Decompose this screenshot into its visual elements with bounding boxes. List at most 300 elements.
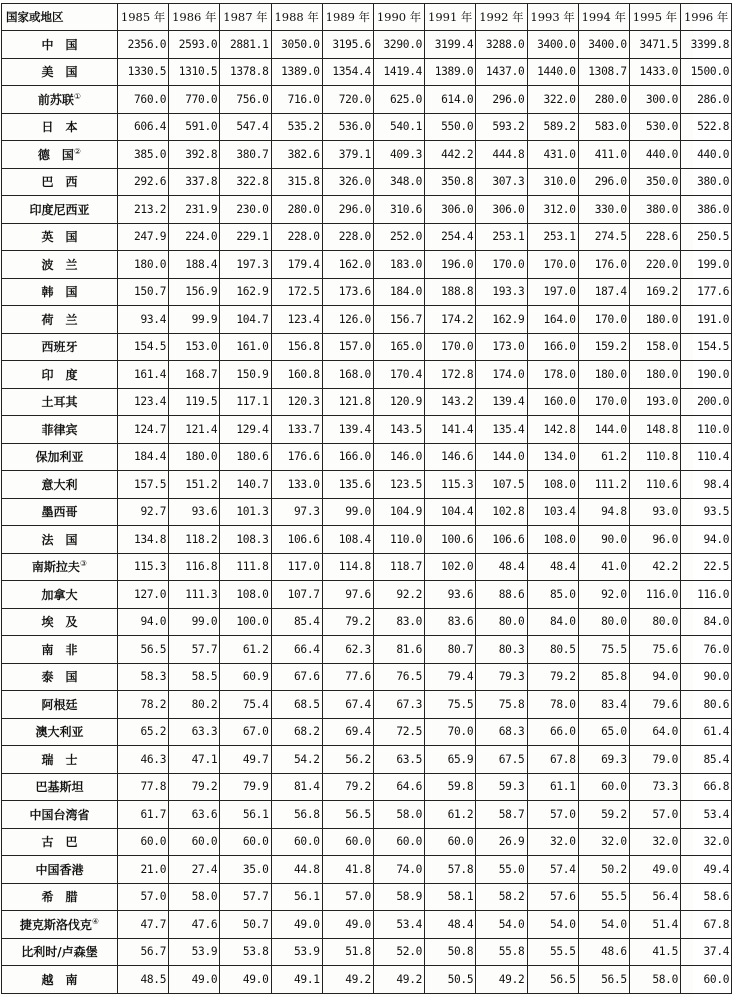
- production-table: [1, 3, 732, 994]
- value-cell: 56.8: [271, 801, 322, 829]
- value-cell: 79.4: [425, 663, 476, 691]
- value-cell: 146.6: [425, 443, 476, 471]
- value-cell: 547.4: [220, 113, 271, 141]
- value-cell: 27.4: [169, 856, 220, 884]
- value-cell: 80.2: [169, 691, 220, 719]
- value-cell: 92.2: [373, 581, 424, 609]
- table-row: [2, 498, 732, 526]
- value-cell: 81.4: [271, 773, 322, 801]
- country-name: 美 国: [41, 65, 78, 80]
- value-cell: 77.6: [322, 663, 373, 691]
- value-cell: 196.0: [425, 251, 476, 279]
- value-cell: 49.1: [271, 966, 322, 994]
- value-cell: 322.0: [527, 86, 578, 114]
- value-cell: 170.0: [476, 251, 527, 279]
- value-cell: 123.4: [118, 388, 169, 416]
- value-cell: 440.0: [681, 141, 732, 169]
- value-cell: 110.0: [681, 416, 732, 444]
- value-cell: 254.4: [425, 223, 476, 251]
- value-cell: 118.2: [169, 526, 220, 554]
- value-cell: 56.2: [322, 746, 373, 774]
- value-cell: 60.0: [271, 828, 322, 856]
- value-cell: 55.0: [476, 856, 527, 884]
- value-cell: 57.6: [527, 883, 578, 911]
- value-cell: 431.0: [527, 141, 578, 169]
- value-cell: 180.0: [578, 361, 629, 389]
- value-cell: 94.8: [578, 498, 629, 526]
- value-cell: 115.3: [425, 471, 476, 499]
- value-cell: 107.7: [271, 581, 322, 609]
- value-cell: 296.0: [578, 168, 629, 196]
- table-row: [2, 86, 732, 114]
- value-cell: 1437.0: [476, 58, 527, 86]
- value-cell: 224.0: [169, 223, 220, 251]
- value-cell: 55.5: [527, 938, 578, 966]
- value-cell: 99.9: [169, 306, 220, 334]
- table-row: [2, 306, 732, 334]
- value-cell: 79.2: [322, 773, 373, 801]
- value-cell: 188.4: [169, 251, 220, 279]
- value-cell: 44.8: [271, 856, 322, 884]
- table-row: [2, 251, 732, 279]
- table-row: [2, 828, 732, 856]
- value-cell: 1354.4: [322, 58, 373, 86]
- value-cell: 79.3: [476, 663, 527, 691]
- value-cell: 172.5: [271, 278, 322, 306]
- country-name: 意大利: [41, 477, 78, 492]
- value-cell: 63.3: [169, 718, 220, 746]
- value-cell: 56.5: [118, 636, 169, 664]
- value-cell: 1308.7: [578, 58, 629, 86]
- value-cell: 104.7: [220, 306, 271, 334]
- value-cell: 93.6: [169, 498, 220, 526]
- value-cell: 156.9: [169, 278, 220, 306]
- value-cell: 63.5: [373, 746, 424, 774]
- country-name-cell: [2, 746, 118, 774]
- table-row: [2, 856, 732, 884]
- value-cell: 116.0: [681, 581, 732, 609]
- value-cell: 76.0: [681, 636, 732, 664]
- value-cell: 190.0: [681, 361, 732, 389]
- value-cell: 176.6: [271, 443, 322, 471]
- value-cell: 135.6: [322, 471, 373, 499]
- value-cell: 1378.8: [220, 58, 271, 86]
- value-cell: 1389.0: [425, 58, 476, 86]
- value-cell: 80.3: [476, 636, 527, 664]
- value-cell: 117.1: [220, 388, 271, 416]
- value-cell: 168.0: [322, 361, 373, 389]
- value-cell: 100.0: [220, 608, 271, 636]
- value-cell: 540.1: [373, 113, 424, 141]
- value-cell: 48.6: [578, 938, 629, 966]
- value-cell: 157.5: [118, 471, 169, 499]
- value-cell: 111.2: [578, 471, 629, 499]
- value-cell: 80.0: [476, 608, 527, 636]
- table-row: [2, 196, 732, 224]
- value-cell: 148.8: [629, 416, 680, 444]
- country-name-cell: [2, 498, 118, 526]
- value-cell: 530.0: [629, 113, 680, 141]
- value-cell: 108.4: [322, 526, 373, 554]
- value-cell: 166.0: [527, 333, 578, 361]
- value-cell: 150.7: [118, 278, 169, 306]
- value-cell: 90.0: [578, 526, 629, 554]
- table-row: [2, 333, 732, 361]
- value-cell: 108.3: [220, 526, 271, 554]
- table-header-row: [2, 4, 732, 31]
- table-row: [2, 31, 732, 59]
- value-cell: 79.2: [527, 663, 578, 691]
- value-cell: 75.4: [220, 691, 271, 719]
- value-cell: 66.8: [681, 773, 732, 801]
- country-name-cell: [2, 141, 118, 169]
- value-cell: 49.0: [271, 911, 322, 939]
- value-cell: 173.0: [476, 333, 527, 361]
- country-name-cell: [2, 636, 118, 664]
- value-cell: 119.5: [169, 388, 220, 416]
- value-cell: 3400.0: [578, 31, 629, 59]
- value-cell: 50.5: [425, 966, 476, 994]
- value-cell: 69.4: [322, 718, 373, 746]
- country-name: 南 非: [41, 642, 78, 657]
- value-cell: 58.6: [681, 883, 732, 911]
- country-name: 西班牙: [41, 340, 78, 355]
- value-cell: 229.1: [220, 223, 271, 251]
- value-cell: 159.2: [578, 333, 629, 361]
- table-row: [2, 966, 732, 994]
- value-cell: 174.2: [425, 306, 476, 334]
- value-cell: 1419.4: [373, 58, 424, 86]
- country-name: 土耳其: [41, 395, 78, 410]
- value-cell: 589.2: [527, 113, 578, 141]
- value-cell: 57.0: [527, 801, 578, 829]
- country-name: 中 国: [41, 37, 78, 52]
- value-cell: 274.5: [578, 223, 629, 251]
- country-name-cell: [2, 773, 118, 801]
- value-cell: 84.0: [527, 608, 578, 636]
- table-row: [2, 471, 732, 499]
- value-cell: 64.6: [373, 773, 424, 801]
- value-cell: 380.0: [681, 168, 732, 196]
- value-cell: 180.6: [220, 443, 271, 471]
- header-year: 1987 年: [220, 4, 271, 31]
- value-cell: 168.7: [169, 361, 220, 389]
- value-cell: 100.6: [425, 526, 476, 554]
- header-year: 1994 年: [578, 4, 629, 31]
- table-row: [2, 773, 732, 801]
- value-cell: 134.8: [118, 526, 169, 554]
- value-cell: 60.0: [373, 828, 424, 856]
- header-year: 1986 年: [169, 4, 220, 31]
- value-cell: 50.8: [425, 938, 476, 966]
- value-cell: 59.8: [425, 773, 476, 801]
- country-name-cell: [2, 911, 118, 939]
- value-cell: 3288.0: [476, 31, 527, 59]
- value-cell: 54.0: [527, 911, 578, 939]
- country-name: 韩 国: [41, 285, 78, 300]
- country-name: 阿根廷: [41, 697, 78, 712]
- country-name: 保加利亚: [35, 450, 84, 465]
- value-cell: 535.2: [271, 113, 322, 141]
- country-name-cell: [2, 113, 118, 141]
- value-cell: 102.0: [425, 553, 476, 581]
- value-cell: 94.0: [118, 608, 169, 636]
- value-cell: 310.6: [373, 196, 424, 224]
- country-name: 澳大利亚: [35, 725, 84, 740]
- value-cell: 110.4: [681, 443, 732, 471]
- value-cell: 188.8: [425, 278, 476, 306]
- value-cell: 442.2: [425, 141, 476, 169]
- value-cell: 116.0: [629, 581, 680, 609]
- country-name: 泰 国: [41, 670, 78, 685]
- value-cell: 58.3: [118, 663, 169, 691]
- value-cell: 110.6: [629, 471, 680, 499]
- value-cell: 3199.4: [425, 31, 476, 59]
- value-cell: 322.8: [220, 168, 271, 196]
- value-cell: 85.0: [527, 581, 578, 609]
- value-cell: 164.0: [527, 306, 578, 334]
- footnote-mark: ①: [73, 91, 82, 101]
- value-cell: 101.3: [220, 498, 271, 526]
- value-cell: 144.0: [476, 443, 527, 471]
- value-cell: 111.3: [169, 581, 220, 609]
- value-cell: 79.2: [322, 608, 373, 636]
- value-cell: 170.0: [578, 388, 629, 416]
- value-cell: 123.5: [373, 471, 424, 499]
- value-cell: 177.6: [681, 278, 732, 306]
- value-cell: 300.0: [629, 86, 680, 114]
- value-cell: 67.4: [322, 691, 373, 719]
- value-cell: 60.0: [578, 773, 629, 801]
- value-cell: 80.5: [527, 636, 578, 664]
- table-row: [2, 223, 732, 251]
- value-cell: 720.0: [322, 86, 373, 114]
- value-cell: 56.1: [220, 801, 271, 829]
- value-cell: 121.4: [169, 416, 220, 444]
- value-cell: 64.0: [629, 718, 680, 746]
- value-cell: 32.0: [527, 828, 578, 856]
- value-cell: 1330.5: [118, 58, 169, 86]
- value-cell: 102.8: [476, 498, 527, 526]
- value-cell: 385.0: [118, 141, 169, 169]
- value-cell: 78.0: [527, 691, 578, 719]
- value-cell: 312.0: [527, 196, 578, 224]
- value-cell: 32.0: [629, 828, 680, 856]
- value-cell: 53.4: [681, 801, 732, 829]
- value-cell: 53.8: [220, 938, 271, 966]
- country-name-cell: [2, 278, 118, 306]
- value-cell: 126.0: [322, 306, 373, 334]
- value-cell: 60.0: [322, 828, 373, 856]
- value-cell: 228.0: [271, 223, 322, 251]
- header-year: 1993 年: [527, 4, 578, 31]
- value-cell: 409.3: [373, 141, 424, 169]
- value-cell: 49.2: [373, 966, 424, 994]
- value-cell: 58.2: [476, 883, 527, 911]
- value-cell: 58.5: [169, 663, 220, 691]
- value-cell: 123.4: [271, 306, 322, 334]
- value-cell: 614.0: [425, 86, 476, 114]
- value-cell: 110.8: [629, 443, 680, 471]
- country-name-cell: [2, 526, 118, 554]
- table-row: [2, 718, 732, 746]
- header-year: 1988 年: [271, 4, 322, 31]
- value-cell: 386.0: [681, 196, 732, 224]
- value-cell: 140.7: [220, 471, 271, 499]
- value-cell: 625.0: [373, 86, 424, 114]
- value-cell: 133.0: [271, 471, 322, 499]
- value-cell: 2356.0: [118, 31, 169, 59]
- value-cell: 73.3: [629, 773, 680, 801]
- value-cell: 103.4: [527, 498, 578, 526]
- country-name: 巴 西: [41, 175, 78, 190]
- value-cell: 92.7: [118, 498, 169, 526]
- table-row: [2, 526, 732, 554]
- value-cell: 94.0: [681, 526, 732, 554]
- value-cell: 93.5: [681, 498, 732, 526]
- value-cell: 193.0: [629, 388, 680, 416]
- value-cell: 1433.0: [629, 58, 680, 86]
- value-cell: 94.0: [629, 663, 680, 691]
- value-cell: 56.4: [629, 883, 680, 911]
- value-cell: 253.1: [527, 223, 578, 251]
- country-name-cell: [2, 306, 118, 334]
- value-cell: 57.4: [527, 856, 578, 884]
- value-cell: 120.3: [271, 388, 322, 416]
- value-cell: 756.0: [220, 86, 271, 114]
- value-cell: 2881.1: [220, 31, 271, 59]
- value-cell: 93.4: [118, 306, 169, 334]
- value-cell: 104.4: [425, 498, 476, 526]
- value-cell: 3399.8: [681, 31, 732, 59]
- value-cell: 79.2: [169, 773, 220, 801]
- value-cell: 66.4: [271, 636, 322, 664]
- country-name: 比利时/卢森堡: [21, 945, 98, 960]
- value-cell: 160.0: [527, 388, 578, 416]
- table-row: [2, 691, 732, 719]
- value-cell: 57.7: [169, 636, 220, 664]
- value-cell: 716.0: [271, 86, 322, 114]
- country-name-cell: [2, 553, 118, 581]
- value-cell: 83.6: [425, 608, 476, 636]
- table-row: [2, 58, 732, 86]
- country-name-cell: [2, 443, 118, 471]
- value-cell: 83.4: [578, 691, 629, 719]
- table-row: [2, 663, 732, 691]
- value-cell: 58.9: [373, 883, 424, 911]
- table-row: [2, 938, 732, 966]
- value-cell: 200.0: [681, 388, 732, 416]
- value-cell: 141.4: [425, 416, 476, 444]
- value-cell: 67.0: [220, 718, 271, 746]
- value-cell: 49.0: [629, 856, 680, 884]
- value-cell: 93.0: [629, 498, 680, 526]
- value-cell: 170.0: [527, 251, 578, 279]
- value-cell: 380.0: [629, 196, 680, 224]
- value-cell: 78.2: [118, 691, 169, 719]
- value-cell: 142.8: [527, 416, 578, 444]
- value-cell: 41.8: [322, 856, 373, 884]
- value-cell: 157.0: [322, 333, 373, 361]
- value-cell: 180.0: [169, 443, 220, 471]
- value-cell: 97.3: [271, 498, 322, 526]
- value-cell: 49.4: [681, 856, 732, 884]
- value-cell: 59.2: [578, 801, 629, 829]
- table-row: [2, 416, 732, 444]
- value-cell: 121.8: [322, 388, 373, 416]
- value-cell: 56.7: [118, 938, 169, 966]
- footnote-mark: ③: [79, 559, 88, 569]
- value-cell: 228.6: [629, 223, 680, 251]
- table-body: [2, 31, 732, 994]
- table-row: [2, 801, 732, 829]
- header-year: 1996 年: [681, 4, 732, 31]
- value-cell: 158.0: [629, 333, 680, 361]
- value-cell: 21.0: [118, 856, 169, 884]
- value-cell: 59.3: [476, 773, 527, 801]
- value-cell: 48.4: [425, 911, 476, 939]
- value-cell: 81.6: [373, 636, 424, 664]
- country-name: 巴基斯坦: [35, 780, 84, 795]
- value-cell: 172.8: [425, 361, 476, 389]
- value-cell: 139.4: [322, 416, 373, 444]
- country-name-cell: [2, 333, 118, 361]
- value-cell: 67.3: [373, 691, 424, 719]
- table-row: [2, 553, 732, 581]
- value-cell: 75.6: [629, 636, 680, 664]
- table-row: [2, 141, 732, 169]
- value-cell: 230.0: [220, 196, 271, 224]
- value-cell: 1440.0: [527, 58, 578, 86]
- value-cell: 37.4: [681, 938, 732, 966]
- value-cell: 75.5: [578, 636, 629, 664]
- value-cell: 96.0: [629, 526, 680, 554]
- table-row: [2, 608, 732, 636]
- value-cell: 22.5: [681, 553, 732, 581]
- value-cell: 57.0: [118, 883, 169, 911]
- value-cell: 252.0: [373, 223, 424, 251]
- value-cell: 41.5: [629, 938, 680, 966]
- value-cell: 35.0: [220, 856, 271, 884]
- value-cell: 49.7: [220, 746, 271, 774]
- country-name-cell: [2, 251, 118, 279]
- country-name: 荷 兰: [41, 312, 78, 327]
- value-cell: 770.0: [169, 86, 220, 114]
- value-cell: 79.9: [220, 773, 271, 801]
- value-cell: 56.5: [322, 801, 373, 829]
- value-cell: 61.2: [425, 801, 476, 829]
- country-name: 中国香港: [35, 862, 84, 877]
- value-cell: 392.8: [169, 141, 220, 169]
- header-year: 1990 年: [373, 4, 424, 31]
- value-cell: 50.2: [578, 856, 629, 884]
- value-cell: 583.0: [578, 113, 629, 141]
- country-name-cell: [2, 828, 118, 856]
- value-cell: 231.9: [169, 196, 220, 224]
- value-cell: 65.2: [118, 718, 169, 746]
- value-cell: 85.8: [578, 663, 629, 691]
- header-year: 1991 年: [425, 4, 476, 31]
- value-cell: 380.7: [220, 141, 271, 169]
- value-cell: 170.4: [373, 361, 424, 389]
- value-cell: 80.6: [681, 691, 732, 719]
- value-cell: 161.0: [220, 333, 271, 361]
- value-cell: 68.3: [476, 718, 527, 746]
- value-cell: 85.4: [271, 608, 322, 636]
- value-cell: 108.0: [527, 526, 578, 554]
- value-cell: 61.2: [220, 636, 271, 664]
- value-cell: 74.0: [373, 856, 424, 884]
